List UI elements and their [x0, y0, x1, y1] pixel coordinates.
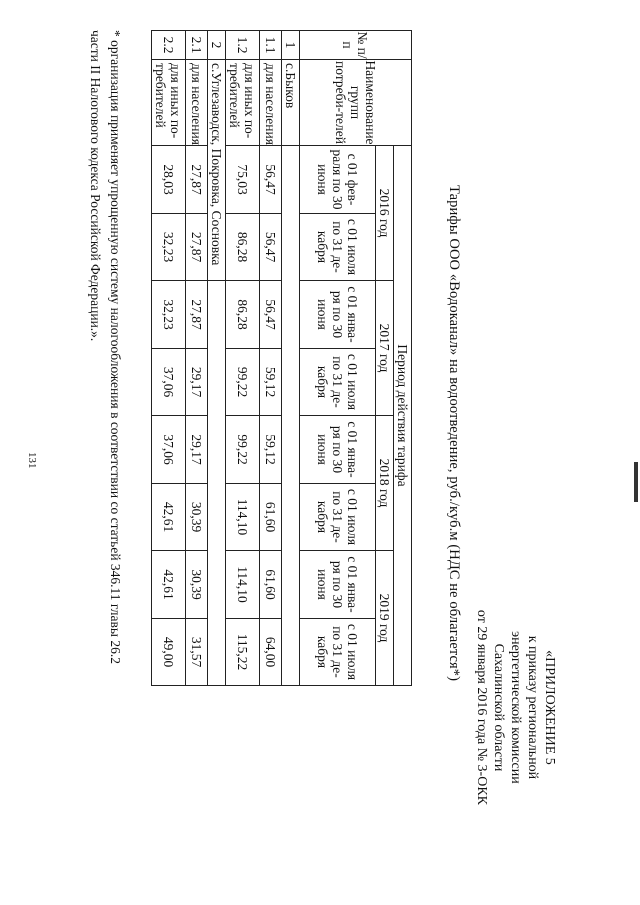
tariff-value: 99,22 — [226, 349, 260, 416]
header-subperiod: с 01 янва-ря по 30 июня — [300, 551, 376, 619]
header-name: Наименование групп потреби-телей — [300, 60, 412, 146]
header-subperiod: с 01 фев-раля по 30 июня — [300, 146, 376, 214]
header-num: № п/п — [300, 31, 412, 60]
tariff-value: 42,61 — [152, 484, 186, 551]
tariff-value: 64,00 — [260, 619, 282, 686]
row-num: 1.2 — [226, 31, 260, 60]
tariff-value: 56,47 — [260, 146, 282, 214]
tariff-value: 49,00 — [152, 619, 186, 686]
group-title: с.Углезаводск, Покровка, Сосновка — [208, 60, 226, 281]
footnote-line: * организация применяет упрощенную систему налогообложения в соответствии со статьей 346.11 главы 26.2 — [108, 30, 123, 664]
tariff-value: 56,47 — [260, 281, 282, 349]
group-spacer — [208, 281, 226, 686]
header-subperiod: с 01 июля по 31 де-кабря — [300, 484, 376, 551]
header-year: 2016 год — [376, 146, 394, 281]
tariff-value: 61,60 — [260, 484, 282, 551]
tariff-value: 114,10 — [226, 551, 260, 619]
tariff-value: 37,06 — [152, 349, 186, 416]
header-subperiod: с 01 июля по 31 де-кабря — [300, 349, 376, 416]
tariff-value: 30,39 — [186, 551, 208, 619]
appendix-header — [473, 610, 558, 805]
tariff-value: 29,17 — [186, 416, 208, 484]
page-number: 131 — [26, 452, 38, 469]
row-name: для населения — [260, 60, 282, 146]
tariff-value: 75,03 — [226, 146, 260, 214]
header-subperiod: с 01 янва-ря по 30 июня — [300, 281, 376, 349]
tariff-value: 27,87 — [186, 146, 208, 214]
tariff-value: 114,10 — [226, 484, 260, 551]
tariff-value: 99,22 — [226, 416, 260, 484]
row-num: 2.2 — [152, 31, 186, 60]
tariff-value: 56,47 — [260, 214, 282, 281]
appendix-line: энергетической комиссии — [508, 631, 523, 784]
group-title: с.Быков — [282, 60, 300, 146]
row-name: для населения — [186, 60, 208, 146]
appendix-line: к приказу региональной — [525, 635, 540, 780]
row-name: для иных по-требителей — [152, 60, 186, 146]
header-subperiod: с 01 июля по 31 де-кабря — [300, 619, 376, 686]
table-caption: Тарифы ООО «Водоканал» на водоотведение, руб./куб.м (НДС не облагается*) — [446, 185, 462, 682]
header-period: Период действия тарифа — [394, 146, 412, 686]
tariff-value: 31,57 — [186, 619, 208, 686]
footnote — [85, 30, 125, 860]
appendix-line: от 29 января 2016 года № 3-ОКК — [474, 609, 489, 805]
tariff-value: 61,60 — [260, 551, 282, 619]
tariff-value: 86,28 — [226, 281, 260, 349]
row-num: 1.1 — [260, 31, 282, 60]
footnote-line: части II Налогового кодекса Российской Федерации.». — [88, 30, 103, 342]
tariff-value: 86,28 — [226, 214, 260, 281]
tariff-value: 27,87 — [186, 281, 208, 349]
header-subperiod: с 01 янва-ря по 30 июня — [300, 416, 376, 484]
tariff-table — [151, 30, 412, 686]
group-spacer — [282, 146, 300, 686]
tariff-value: 30,39 — [186, 484, 208, 551]
tariff-value: 59,12 — [260, 416, 282, 484]
group-num: 2 — [208, 31, 226, 60]
appendix-line: Сахалинской области — [491, 643, 506, 772]
tariff-value: 29,17 — [186, 349, 208, 416]
tariff-value: 115,22 — [226, 619, 260, 686]
header-year: 2017 год — [376, 281, 394, 416]
header-year: 2018 год — [376, 416, 394, 551]
tariff-value: 32,23 — [152, 281, 186, 349]
tariff-value: 32,23 — [152, 214, 186, 281]
tariff-value: 37,06 — [152, 416, 186, 484]
row-name: для иных по-требителей — [226, 60, 260, 146]
header-subperiod: с 01 июля по 31 де-кабря — [300, 214, 376, 281]
tariff-value: 27,87 — [186, 214, 208, 281]
group-num: 1 — [282, 31, 300, 60]
tariff-value: 59,12 — [260, 349, 282, 416]
tariff-value: 42,61 — [152, 551, 186, 619]
appendix-line: «ПРИЛОЖЕНИЕ 5 — [542, 650, 557, 765]
tariff-value: 28,03 — [152, 146, 186, 214]
row-num: 2.1 — [186, 31, 208, 60]
header-year: 2019 год — [376, 551, 394, 686]
